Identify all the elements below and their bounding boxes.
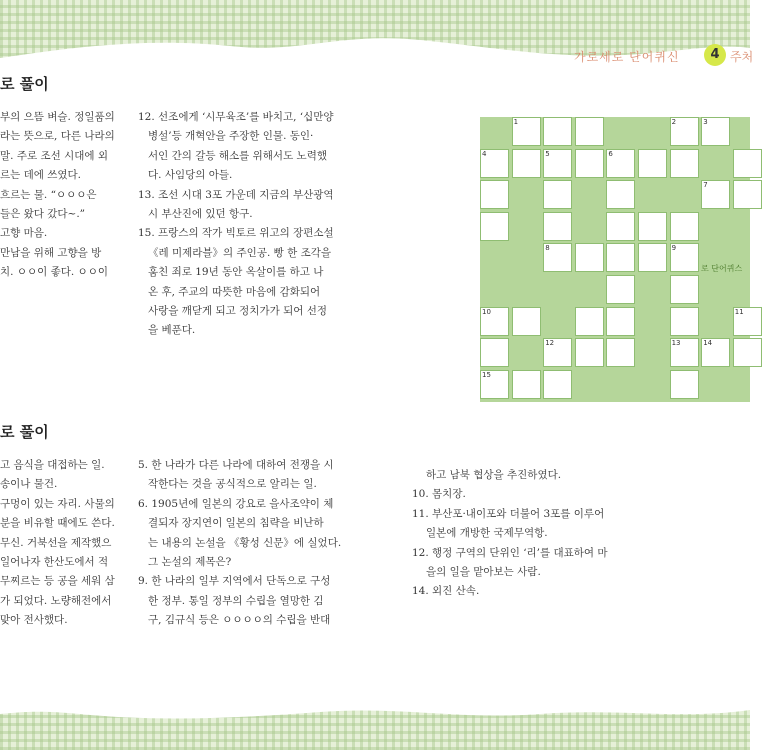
crossword-cell[interactable] [701, 117, 730, 146]
down-heading: 로 풀이 [0, 423, 49, 441]
crossword-cell[interactable] [670, 243, 699, 272]
crossword-cell[interactable] [512, 117, 541, 146]
crossword-cell[interactable] [638, 149, 667, 178]
clue-line: 작한다는 것을 공식적으로 알리는 일. [148, 478, 317, 491]
clue-line: 《레 미제라블》의 주인공. 빵 한 조각을 [148, 246, 332, 259]
clue-line: 맞아 전사했다. [0, 614, 68, 627]
across-heading: 로 풀이 [0, 75, 49, 93]
clue-line: 고향 마음. [0, 227, 48, 240]
crossword-cell[interactable] [638, 212, 667, 241]
cell-number: 4 [482, 149, 487, 158]
crossword-cell[interactable] [606, 149, 635, 178]
cell-number: 6 [608, 149, 613, 158]
clue-line: 하고 남북 협상을 추진하였다. [426, 469, 562, 481]
clue-line: 12. 행정 구역의 단위인 ‘리’를 대표하여 마 [412, 546, 608, 559]
crossword-cell[interactable] [701, 338, 730, 367]
cell-number: 5 [545, 149, 550, 158]
crossword-cell[interactable] [606, 338, 635, 367]
clue-line: 병설’등 개혁안을 주장한 인물. 동인· [148, 130, 314, 143]
crossword-cell[interactable] [543, 338, 572, 367]
crossword-cell[interactable] [638, 243, 667, 272]
clue-line: 시 부산진에 있던 항구. [148, 208, 253, 221]
crossword-cell[interactable] [512, 149, 541, 178]
crossword-cell[interactable] [670, 149, 699, 178]
header-title: 가로세로 단어퀴신 [574, 50, 680, 64]
cell-number: 9 [671, 244, 677, 253]
across-clues-left [0, 108, 115, 283]
crossword-cell[interactable] [606, 275, 635, 304]
crossword-cell[interactable] [480, 212, 509, 241]
clue-line: 일어나자 한산도에서 적 [0, 556, 109, 569]
clue-line: 구, 김규식 등은 ㅇㅇㅇㅇ의 수립을 반대 [148, 614, 331, 627]
down-clues-right [412, 466, 608, 602]
clue-line: 14. 외진 산속. [412, 585, 480, 598]
clue-line: 분을 비유할 때에도 쓴다. [0, 517, 115, 530]
clue-line: 12. 선조에게 ‘시무육조’를 바치고, ‘십만양 [138, 111, 334, 123]
crossword-cell[interactable] [512, 307, 541, 336]
clue-line: 11. 부산포·내이포와 더불어 3포를 이루어 [412, 507, 605, 520]
crossword-cell[interactable] [670, 370, 699, 399]
bottom-wave-edge [0, 700, 750, 724]
crossword-cell[interactable] [543, 180, 572, 209]
clue-line: 무신. 거북선을 제작했으 [0, 536, 112, 549]
clue-line: 치. ㅇㅇ이 좋다. ㅇㅇ이 [0, 266, 108, 279]
clue-line: 흐르는 물. “ㅇㅇㅇ은 [0, 188, 97, 201]
clue-line: 만남을 위해 고향을 방 [0, 246, 102, 259]
crossword-cell[interactable] [575, 117, 604, 146]
clue-line: 13. 조선 시대 3포 가운데 지금의 부산광역 [138, 188, 334, 201]
down-clues-left [0, 456, 115, 631]
cell-number: 3 [703, 118, 708, 126]
cell-number: 14 [703, 339, 713, 348]
cell-number: 11 [734, 307, 744, 316]
crossword-cell[interactable] [480, 370, 509, 399]
clue-line: 가 되었다. 노량해전에서 [0, 594, 112, 607]
clue-line: 말. 주로 조선 시대에 외 [0, 149, 108, 162]
clue-line: 르는 데에 쓰였다. [0, 169, 82, 182]
crossword-cell[interactable] [543, 212, 572, 241]
clue-line: 온 후, 주교의 따뜻한 마음에 감화되어 [148, 285, 321, 298]
crossword-cell[interactable] [670, 307, 699, 336]
clue-line: 고 음식을 대접하는 일. [0, 459, 105, 471]
clue-line: 구멍이 있는 자리. 사물의 [0, 497, 115, 510]
cell-number: 8 [545, 244, 550, 253]
clue-line: 들은 왔다 갔다~.” [0, 208, 86, 221]
chapter-number-badge: 4 [704, 44, 726, 66]
clue-line: 5. 한 나라가 다른 나라에 대하여 전쟁을 시 [138, 459, 334, 471]
across-clues-middle [138, 108, 334, 341]
clue-line: 15. 프랑스의 작가 빅토르 위고의 장편소설 [138, 227, 334, 240]
crossword-cell[interactable] [480, 149, 509, 178]
header-title-cut: 주처 [730, 50, 754, 64]
crossword-cell[interactable] [606, 243, 635, 272]
crossword-cell[interactable] [512, 370, 541, 399]
down-clues-middle [138, 456, 341, 631]
clue-line: 9. 한 나라의 일부 지역에서 단독으로 구성 [138, 575, 331, 588]
crossword-cell[interactable] [733, 307, 762, 336]
crossword-cell[interactable] [670, 117, 699, 146]
clue-line: 다. 사임당의 아들. [148, 169, 233, 182]
clue-line: 부의 으뜸 벼슬. 정일품의 [0, 111, 115, 123]
clue-line: 결되자 장지연이 일본의 침략을 비난하 [148, 517, 324, 530]
crossword-cell[interactable] [670, 212, 699, 241]
grid-page-strip-text: 로 단어퀴스 [701, 264, 743, 273]
clue-line: 무찌르는 등 공을 세워 삼 [0, 575, 115, 588]
clue-line: 송이나 물건. [0, 478, 58, 491]
crossword-cell[interactable] [480, 338, 509, 367]
crossword-cell[interactable] [733, 149, 762, 178]
clue-line: 서인 간의 갈등 해소를 위해서도 노력했 [148, 149, 327, 162]
crossword-cell[interactable] [575, 307, 604, 336]
crossword-cell[interactable] [670, 275, 699, 304]
clue-line: 한 정부. 통일 정부의 수립을 열망한 김 [148, 594, 324, 607]
clue-line: 훔친 죄로 19년 동안 옥살이를 하고 나 [148, 266, 324, 279]
clue-line: 10. 몸치장. [412, 488, 466, 501]
cell-number: 10 [482, 307, 491, 316]
crossword-cell[interactable] [480, 307, 509, 336]
crossword-grid [480, 117, 750, 402]
clue-line: 일본에 개방한 국제무역항. [426, 527, 548, 540]
crossword-cell[interactable] [543, 149, 572, 178]
cell-number: 13 [671, 339, 681, 348]
cell-number: 15 [482, 370, 491, 379]
crossword-cell[interactable] [606, 180, 635, 209]
cell-number: 7 [703, 181, 708, 190]
clue-line: 을 베푼다. [148, 324, 196, 337]
clue-line: 그 논설의 제목은? [148, 556, 232, 569]
crossword-cell[interactable] [670, 338, 699, 367]
crossword-cell[interactable] [606, 307, 635, 336]
crossword-cell[interactable] [480, 180, 509, 209]
clue-line: 을의 일을 맡아보는 사람. [426, 566, 541, 579]
crossword-cell[interactable] [733, 338, 762, 367]
crossword-cell[interactable] [575, 149, 604, 178]
crossword-cell[interactable] [543, 243, 572, 272]
crossword-cell[interactable] [701, 180, 730, 209]
cell-number: 2 [671, 118, 677, 126]
crossword-cell[interactable] [733, 180, 762, 209]
cell-number: 1 [513, 118, 519, 126]
crossword-cell[interactable] [543, 117, 572, 146]
clue-line: 6. 1905년에 일본의 강요로 을사조약이 체 [138, 497, 334, 510]
crossword-cell[interactable] [543, 370, 572, 399]
clue-line: 사랑을 깨닫게 되고 정치가가 되어 선정 [148, 305, 327, 318]
crossword-cell[interactable] [575, 338, 604, 367]
clue-line: 라는 뜻으로, 다른 나라의 [0, 130, 115, 143]
crossword-cell[interactable] [575, 243, 604, 272]
crossword-cell[interactable] [606, 212, 635, 241]
cell-number: 12 [545, 339, 555, 348]
clue-line: 는 내용의 논설을 《황성 신문》에 실었다. [148, 536, 342, 549]
